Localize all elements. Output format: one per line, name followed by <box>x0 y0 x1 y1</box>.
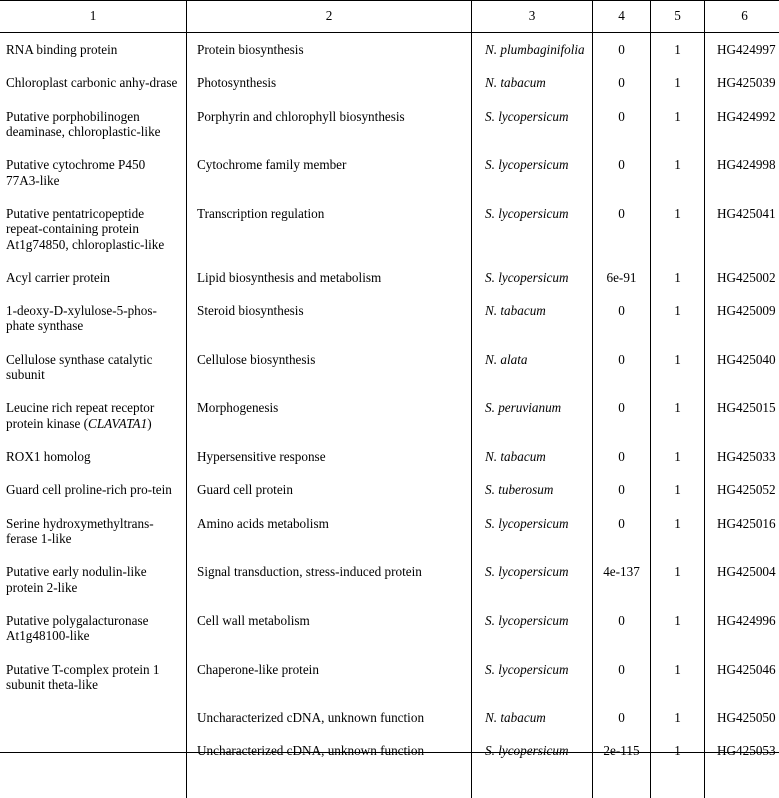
cell-c6: HG424996 <box>705 604 779 653</box>
cell-c2: Guard cell protein <box>187 473 472 506</box>
table-row <box>0 473 779 506</box>
cell-c2: Photosynthesis <box>187 66 472 99</box>
table-bottom-rule <box>0 752 779 753</box>
cell-c4: 0 <box>593 294 651 343</box>
cell-c5: 1 <box>651 473 705 506</box>
table-row <box>0 343 779 392</box>
cell-c6: HG425009 <box>705 294 779 343</box>
cell-c5: 1 <box>651 604 705 653</box>
table-row <box>0 555 779 604</box>
cell-c6: HG425004 <box>705 555 779 604</box>
cell-c1: Acyl carrier protein <box>0 261 187 294</box>
cell-c6: HG424998 <box>705 148 779 197</box>
cell-c6: HG425016 <box>705 507 779 556</box>
cell-c2: Porphyrin and chlorophyll biosynthesis <box>187 100 472 149</box>
cell-c5: 1 <box>651 261 705 294</box>
table-filler-row <box>0 768 779 798</box>
cell-c5: 1 <box>651 734 705 767</box>
cell-c3: S. tuberosum <box>472 473 593 506</box>
cell-c5: 1 <box>651 343 705 392</box>
cell-c1: Putative T-complex protein 1 subunit theta-like <box>0 653 187 702</box>
cell-c4: 4e-137 <box>593 555 651 604</box>
cell-c1: RNA binding protein <box>0 33 187 67</box>
column-header-4: 4 <box>593 1 651 33</box>
cell-c1: Cellulose synthase catalytic subunit <box>0 343 187 392</box>
cell-c4: 0 <box>593 391 651 440</box>
cell-c6: HG425052 <box>705 473 779 506</box>
table-header <box>0 1 779 33</box>
filler-cell <box>187 768 472 798</box>
column-header-6: 6 <box>705 1 779 33</box>
cell-c4: 0 <box>593 473 651 506</box>
table-row <box>0 148 779 197</box>
cell-c4: 0 <box>593 197 651 261</box>
cell-c1: Putative porphobilinogen deaminase, chloroplastic-like <box>0 100 187 149</box>
table-row <box>0 440 779 473</box>
cell-c4: 2e-115 <box>593 734 651 767</box>
cell-c3: N. plumbaginifolia <box>472 33 593 67</box>
table-row <box>0 197 779 261</box>
filler-cell <box>651 768 705 798</box>
cell-c2: Cell wall metabolism <box>187 604 472 653</box>
cell-c3: S. lycopersicum <box>472 507 593 556</box>
cell-c2: Steroid biosynthesis <box>187 294 472 343</box>
cell-c3: S. lycopersicum <box>472 734 593 767</box>
cell-c5: 1 <box>651 100 705 149</box>
cell-c2: Chaperone-like protein <box>187 653 472 702</box>
cell-c4: 0 <box>593 343 651 392</box>
cell-c3: S. lycopersicum <box>472 100 593 149</box>
cell-c1: Guard cell proline-rich pro-tein <box>0 473 187 506</box>
cell-c5: 1 <box>651 66 705 99</box>
cell-c2: Hypersensitive response <box>187 440 472 473</box>
cell-c5: 1 <box>651 440 705 473</box>
cell-c3: N. tabacum <box>472 294 593 343</box>
cell-c2: Morphogenesis <box>187 391 472 440</box>
cell-c5: 1 <box>651 555 705 604</box>
cell-c6: HG425041 <box>705 197 779 261</box>
cell-c6: HG425039 <box>705 66 779 99</box>
cell-c6: HG425050 <box>705 701 779 734</box>
table-row <box>0 33 779 67</box>
cell-c2: Transcription regulation <box>187 197 472 261</box>
column-header-3: 3 <box>472 1 593 33</box>
cell-c3: S. lycopersicum <box>472 555 593 604</box>
cell-c1 <box>0 701 187 734</box>
cell-c6: HG425033 <box>705 440 779 473</box>
cell-c3: S. lycopersicum <box>472 604 593 653</box>
cell-c3: S. lycopersicum <box>472 148 593 197</box>
cell-c5: 1 <box>651 653 705 702</box>
cell-c3: N. alata <box>472 343 593 392</box>
cell-c1: ROX1 homolog <box>0 440 187 473</box>
cell-c3: N. tabacum <box>472 66 593 99</box>
cell-c4: 0 <box>593 148 651 197</box>
cell-c6: HG424992 <box>705 100 779 149</box>
cell-c1: Putative cytochrome P450 77A3-like <box>0 148 187 197</box>
filler-cell <box>0 768 187 798</box>
cell-c2: Amino acids metabolism <box>187 507 472 556</box>
filler-cell <box>593 768 651 798</box>
cell-c4: 0 <box>593 100 651 149</box>
table-row <box>0 66 779 99</box>
column-header-1: 1 <box>0 1 187 33</box>
cell-c5: 1 <box>651 391 705 440</box>
cell-c6: HG425053 <box>705 734 779 767</box>
cell-c1: Chloroplast carbonic anhy-drase <box>0 66 187 99</box>
cell-c5: 1 <box>651 33 705 67</box>
cell-c2: Cellulose biosynthesis <box>187 343 472 392</box>
cell-c5: 1 <box>651 148 705 197</box>
table-row <box>0 701 779 734</box>
filler-cell <box>472 768 593 798</box>
cell-c6: HG425015 <box>705 391 779 440</box>
cell-c4: 0 <box>593 33 651 67</box>
cell-c5: 1 <box>651 701 705 734</box>
cell-c1: Putative polygalacturonase At1g48100-like <box>0 604 187 653</box>
cell-c1: Putative pentatricopeptide repeat-containing protein At1g74850, chloroplastic-like <box>0 197 187 261</box>
cell-c3: S. peruvianum <box>472 391 593 440</box>
cell-c4: 6e-91 <box>593 261 651 294</box>
header-row <box>0 1 779 33</box>
cell-c4: 0 <box>593 66 651 99</box>
cell-c6: HG425040 <box>705 343 779 392</box>
cell-c1: Putative early nodulin-like protein 2-like <box>0 555 187 604</box>
cell-c2: Uncharacterized cDNA, unknown function <box>187 701 472 734</box>
cell-c4: 0 <box>593 604 651 653</box>
cell-c6: HG425046 <box>705 653 779 702</box>
table-row <box>0 653 779 702</box>
table-row <box>0 391 779 440</box>
cell-c2: Lipid biosynthesis and metabolism <box>187 261 472 294</box>
cell-c5: 1 <box>651 507 705 556</box>
column-header-2: 2 <box>187 1 472 33</box>
cell-c2: Signal transduction, stress-induced protein <box>187 555 472 604</box>
table-row <box>0 604 779 653</box>
table-row <box>0 100 779 149</box>
cell-c6: HG424997 <box>705 33 779 67</box>
cell-c6: HG425002 <box>705 261 779 294</box>
cell-c2: Cytochrome family member <box>187 148 472 197</box>
cell-c1: 1-deoxy-D-xylulose-5-phos-phate synthase <box>0 294 187 343</box>
table-row <box>0 507 779 556</box>
filler-cell <box>705 768 779 798</box>
cell-c3: S. lycopersicum <box>472 653 593 702</box>
cell-c5: 1 <box>651 294 705 343</box>
gene-name-italic: CLAVATA1 <box>88 416 147 431</box>
cell-c1: Leucine rich repeat receptor protein kinase (CLAVATA1) <box>0 391 187 440</box>
cell-c3: S. lycopersicum <box>472 197 593 261</box>
cell-c1: Serine hydroxymethyltrans-ferase 1-like <box>0 507 187 556</box>
cell-c3: N. tabacum <box>472 440 593 473</box>
table-row <box>0 261 779 294</box>
table-body <box>0 33 779 798</box>
cell-c2: Protein biosynthesis <box>187 33 472 67</box>
cell-c4: 0 <box>593 701 651 734</box>
cell-c4: 0 <box>593 507 651 556</box>
cell-c2: Uncharacterized cDNA, unknown function <box>187 734 472 767</box>
table-row <box>0 294 779 343</box>
cell-c4: 0 <box>593 440 651 473</box>
cell-c3: N. tabacum <box>472 701 593 734</box>
cell-c3: S. lycopersicum <box>472 261 593 294</box>
cell-c5: 1 <box>651 197 705 261</box>
cell-c4: 0 <box>593 653 651 702</box>
column-header-5: 5 <box>651 1 705 33</box>
